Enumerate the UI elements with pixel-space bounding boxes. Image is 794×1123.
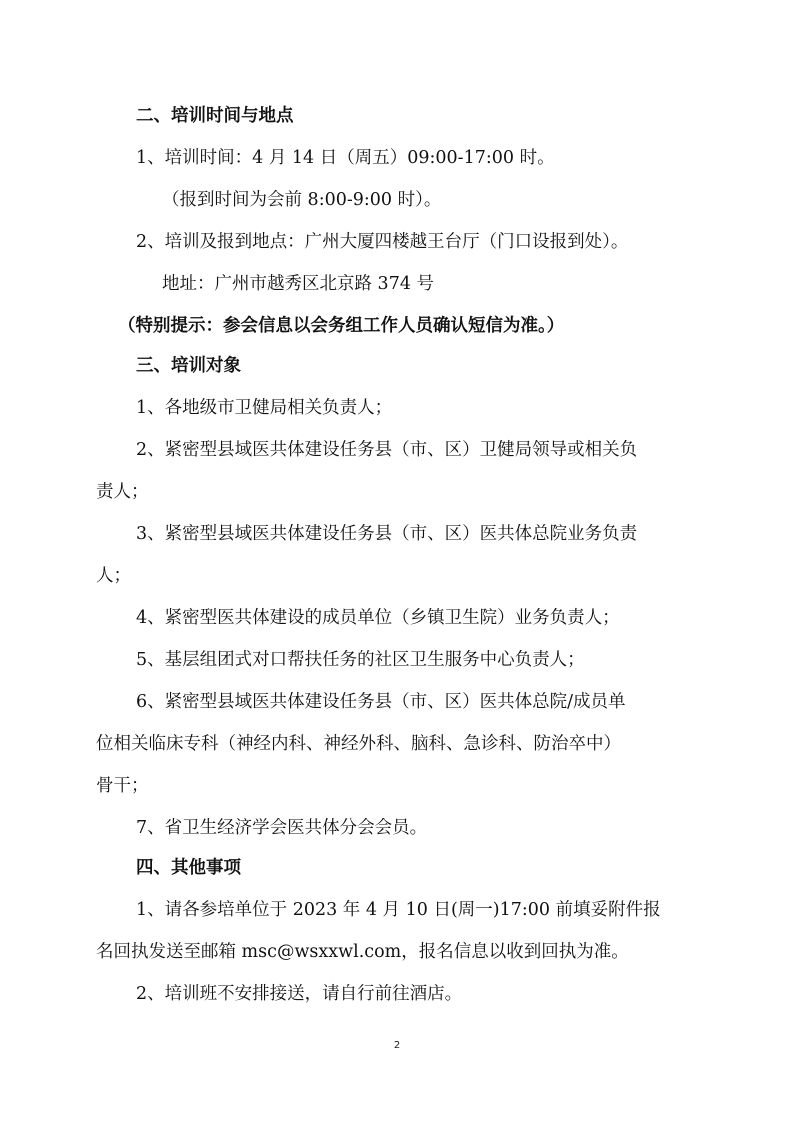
training-time: 1、培训时间：4 月 14 日（周五）09:00-17:00 时。 xyxy=(136,148,555,168)
list-item: 1、各地级市卫健局相关负责人； xyxy=(136,398,393,418)
list-item-continuation: 人； xyxy=(96,566,131,586)
list-item-continuation: 骨干； xyxy=(96,776,149,796)
list-item: 7、省卫生经济学会医共体分会会员。 xyxy=(136,818,428,838)
special-notice: （特别提示：参会信息以会务组工作人员确认短信为准。） xyxy=(118,316,565,336)
list-item: 3、紧密型县域医共体建设任务县（市、区）医共体总院业务负责 xyxy=(136,524,638,544)
section3-heading: 三、培训对象 xyxy=(136,356,241,376)
list-item: 2、紧密型县域医共体建设任务县（市、区）卫健局领导或相关负 xyxy=(136,440,638,460)
list-item: 2、培训班不安排接送，请自行前往酒店。 xyxy=(136,984,463,1004)
list-item: 4、紧密型医共体建设的成员单位（乡镇卫生院）业务负责人； xyxy=(136,608,620,628)
list-item: 6、紧密型县域医共体建设任务县（市、区）医共体总院/成员单 xyxy=(136,692,626,712)
list-item-continuation: 名回执发送至邮箱 msc@wsxxwl.com，报名信息以收到回执为准。 xyxy=(96,942,629,962)
list-item-continuation: 责人； xyxy=(96,482,149,502)
location-address: 地址：广州市越秀区北京路 374 号 xyxy=(162,274,435,294)
page-number: 2 xyxy=(393,1040,401,1051)
section4-heading: 四、其他事项 xyxy=(136,858,241,878)
training-location: 2、培训及报到地点：广州大厦四楼越王台厅（门口设报到处）。 xyxy=(136,232,629,252)
list-item: 1、请各参培单位于 2023 年 4 月 10 日(周一)17:00 前填妥附件报 xyxy=(136,900,661,920)
list-item-continuation: 位相关临床专科（神经内科、神经外科、脑科、急诊科、防治卒中） xyxy=(96,734,621,754)
list-item: 5、基层组团式对口帮扶任务的社区卫生服务中心负责人； xyxy=(136,650,585,670)
check-in-time-note: （报到时间为会前 8:00-9:00 时）。 xyxy=(162,190,442,210)
section2-heading: 二、培训时间与地点 xyxy=(136,106,294,126)
